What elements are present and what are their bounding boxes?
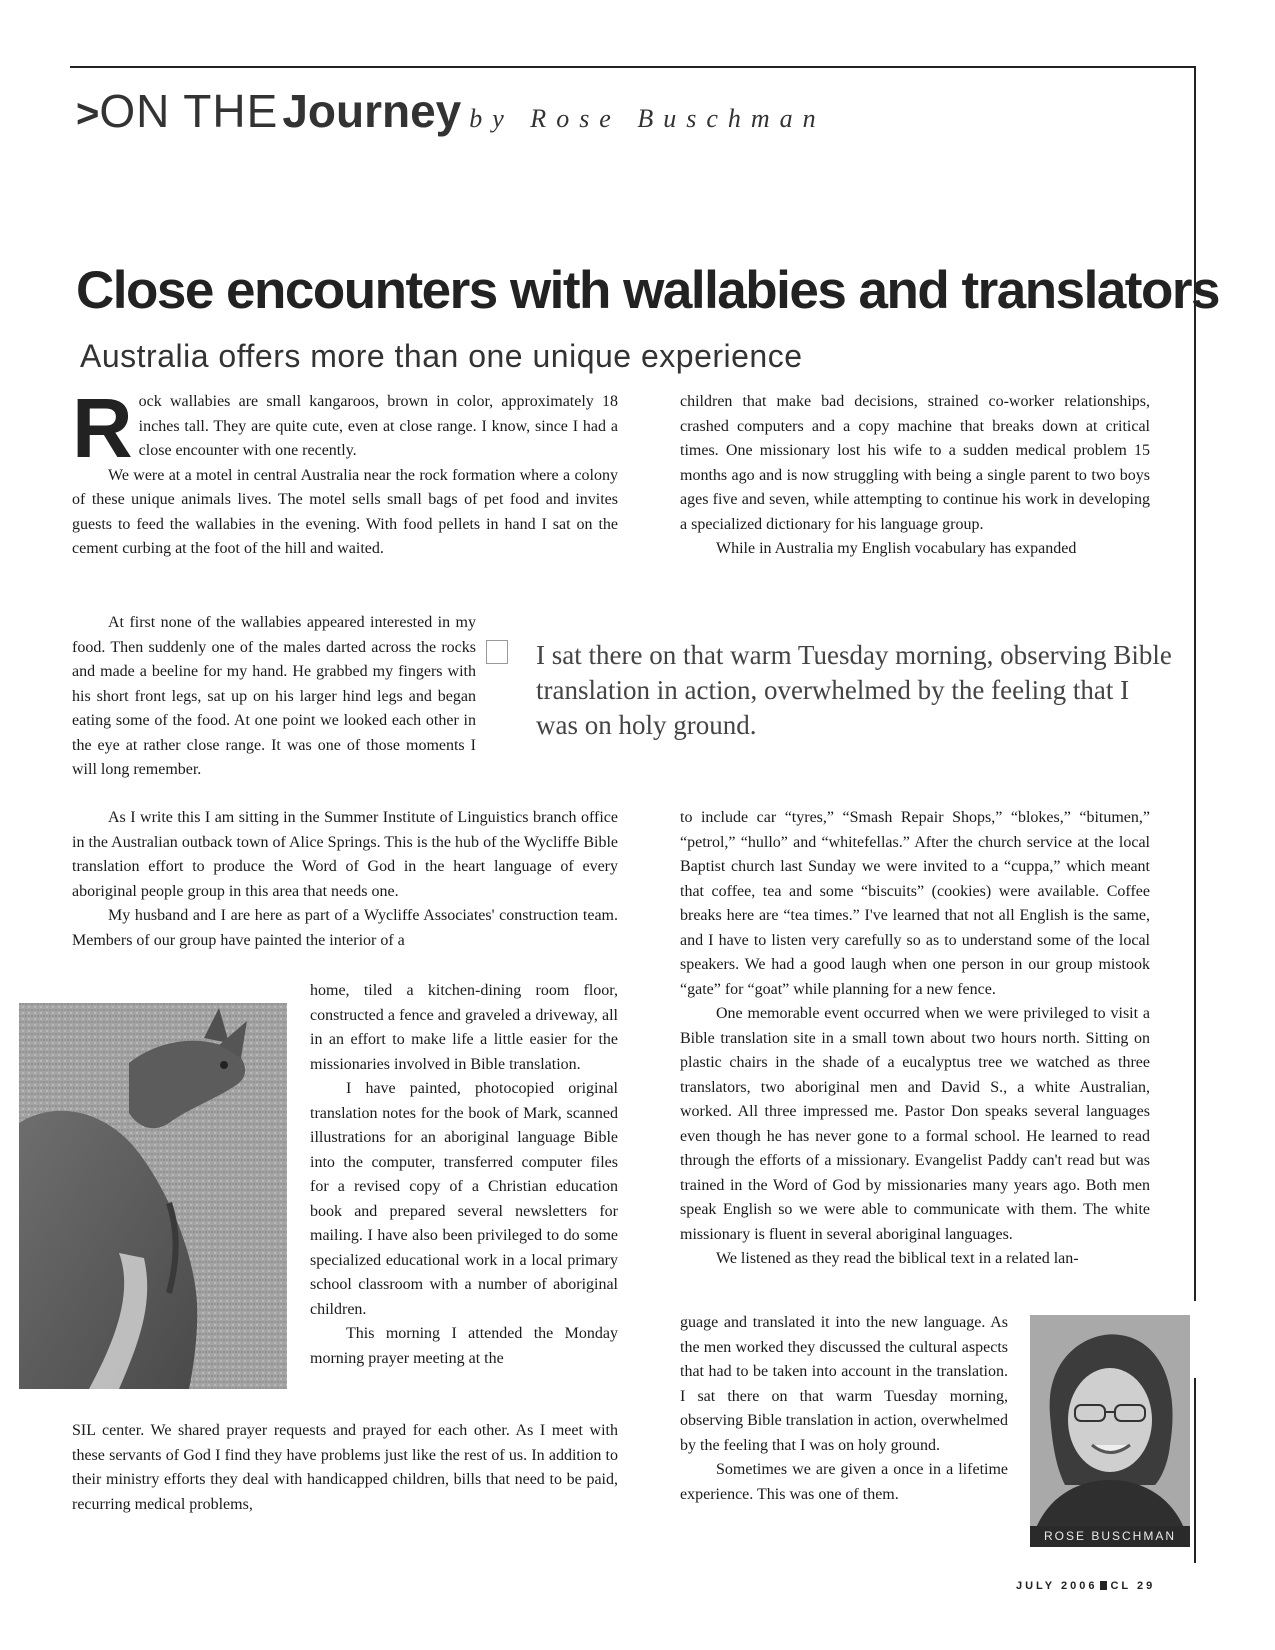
paragraph: One memorable event occurred when we were privileged to visit a Bible translation site in a small town about two hours north. Sitting on plastic chairs in the shade of a eucalyptus tree we watched as three translators, two aboriginal men and David S., a white Australian, worked. All three impressed me. Pastor Don speaks several languages even though he has never gone to a formal school. He learned to read through the efforts of a missionary. Evangelist Paddy can't read but was trained in the Word of God by missionaries many years ago. Both men speak English so we were able to communicate with them. The white missionary is fluent in several aboriginal languages. [680, 1005, 1150, 1243]
paragraph: SIL center. We shared prayer requests and prayed for each other. As I meet with these servants of God I find they have problems just like the rest of us. In addition to their ministry efforts they deal with handicapped children, bills that need to be paid, recurring medical problems, [72, 1422, 618, 1513]
column-1-bottom [72, 1419, 618, 1517]
author-caption: ROSE BUSCHMAN [1030, 1526, 1190, 1547]
section-journey: Journey [282, 85, 462, 137]
paragraph: At first none of the wallabies appeared interested in my food. Then suddenly one of the males darted across the rocks and made a beeline for my hand. He grabbed my fingers with his short front legs, sat up on his larger hind legs and began eating some of the food. At one point we looked each other in the eye at rather close range. It was one of those moments I will long remember. [72, 614, 476, 778]
column-1-middle [72, 806, 618, 953]
folio-date: JULY 2006 [1016, 1580, 1098, 1592]
paragraph: While in Australia my English vocabulary has expanded [716, 540, 1077, 557]
wallaby-image [19, 1003, 287, 1389]
paragraph: We were at a motel in central Australia near the rock formation where a colony of these unique animals lives. The motel sells small bags of pet food and invites guests to feed the wallabies in the evening. With food pellets in hand I sat on the cement curbing at the foot of the hill and waited. [72, 466, 618, 557]
pullquote-box-icon [486, 640, 508, 664]
byline: by Rose Buschman [469, 104, 826, 133]
folio-page: CL 29 [1110, 1580, 1156, 1592]
paragraph: guage and translated it into the new language. As the men worked they discussed the cultural aspects that had to be taken into account in the translation. I sat there on that warm Tuesday morning, observing Bible translation in action, overwhelmed by the feeling that I was on holy ground. [680, 1314, 1008, 1454]
right-rule-lower [1194, 1378, 1196, 1563]
paragraph: Sometimes we are given a once in a lifetime experience. This was one of them. [680, 1461, 1008, 1503]
article-subhead: Australia offers more than one unique experience [80, 338, 803, 374]
paragraph: home, tiled a kitchen-dining room floor, constructed a fence and graveled a driveway, all in an effort to make life a little easier for the missionaries involved in Bible translation. [310, 982, 618, 1073]
article-headline: Close encounters with wallabies and translators [76, 261, 1219, 320]
section-header [76, 84, 826, 138]
wallaby-photo [19, 1003, 287, 1389]
column-1-narrow [72, 611, 476, 783]
page-folio [1016, 1580, 1155, 1592]
column-2-top [680, 390, 1150, 562]
column-1-beside-photo [310, 979, 618, 1371]
paragraph: children that make bad decisions, strained co-worker relationships, crashed computers and a copy machine that breaks down at critical times. One missionary lost his wife to a sudden medical problem 15 months ago and is now struggling with being a single parent to two boys ages five and seven, while attempting to continue his work in developing a specialized dictionary for his language group. [680, 393, 1150, 533]
drop-cap: R [72, 381, 133, 475]
top-rule [70, 66, 1195, 68]
folio-separator-icon [1100, 1581, 1107, 1590]
section-on-the: ON THE [99, 85, 279, 137]
author-photo [1030, 1315, 1190, 1547]
paragraph: to include car “tyres,” “Smash Repair Shops,” “blokes,” “bitumen,” “petrol,” “hullo” and “whitefellas.” After the church service at the local Baptist church last Sunday we were invited to a “cuppa,” which meant that coffee, tea and some “biscuits” (cookies) were available. Coffee breaks here are “tea times.” I've learned that not all English is the same, and I have to listen very carefully so as to understand some of the local speakers. We had a good laugh when one person in our group mistook “gate” for “goat” while planning for a new fence. [680, 809, 1150, 998]
pull-quote: I sat there on that warm Tuesday morning, observing Bible translation in action, overwhelmed by the feeling that I was on holy ground. [536, 640, 1172, 740]
paragraph: Rock wallabies are small kangaroos, brown in color, approximately 18 inches tall. They are quite cute, even at close range. I know, since I had a close encounter with one recently. [72, 381, 618, 475]
column-2-bottom [680, 1311, 1008, 1507]
paragraph: I have painted, photocopied original translation notes for the book of Mark, scanned illustrations for an aboriginal language Bible into the computer, transferred computer files for a revised copy of a Christian education book and prepared several newsletters for mailing. I have also been privileged to do some specialized educational work in a local primary school classroom with a number of aboriginal children. [310, 1080, 618, 1318]
paragraph: As I write this I am sitting in the Summer Institute of Linguistics branch office in the Australian outback town of Alice Springs. This is the hub of the Wycliffe Bible translation effort to produce the Word of God in the heart language of every aboriginal people group in this area that needs one. [72, 809, 618, 900]
column-1-top [72, 381, 618, 562]
paragraph: This morning I attended the Monday morning prayer meeting at the [310, 1325, 618, 1367]
right-rule [1194, 66, 1196, 1301]
section-arrow: > [76, 92, 100, 136]
paragraph: We listened as they read the biblical text in a related lan- [716, 1250, 1079, 1267]
column-2-middle [680, 806, 1150, 1272]
author-portrait-image [1030, 1315, 1190, 1547]
paragraph: My husband and I are here as part of a Wycliffe Associates' construction team. Members of our group have painted the interior of a [72, 907, 618, 949]
